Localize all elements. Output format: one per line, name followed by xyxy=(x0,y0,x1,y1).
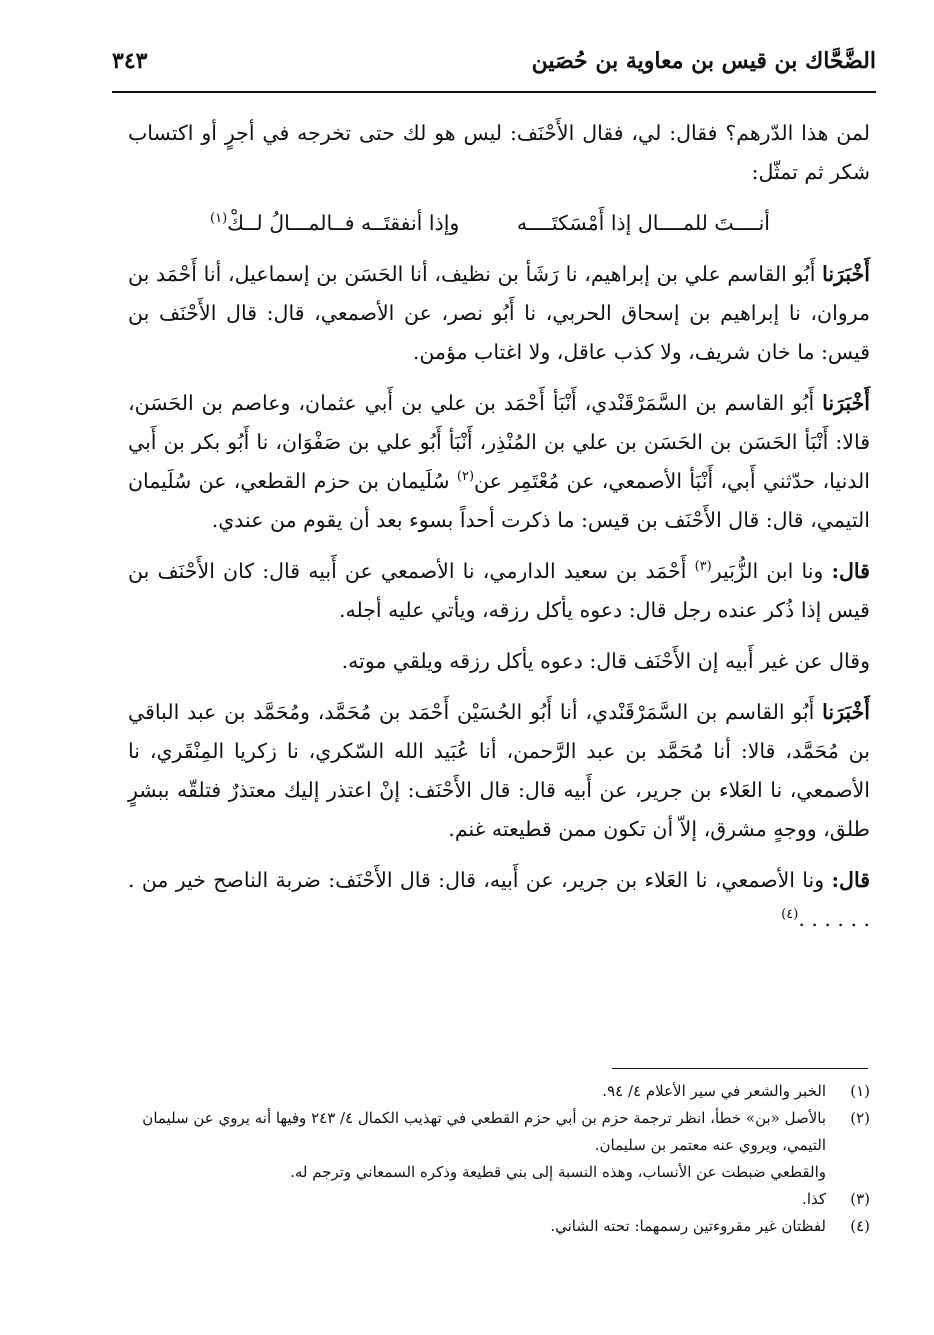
paragraph-lead: قال: xyxy=(831,868,870,892)
paragraph-1: لمن هذا الدّرهم؟ فقال: لي، فقال الأَحْنَف: ليس هو لك حتى تخرجه في أجرٍ أو اكتساب شكر ثم تمثّل: xyxy=(128,121,870,184)
running-title: الضَّحَّاك بن قيس بن معاوية بن حُصَين xyxy=(531,48,876,74)
footnote-ref-4[interactable]: (٤) xyxy=(781,907,799,923)
page-header xyxy=(112,44,876,88)
paragraph-5: وقال عن غير أَبيه إن الأَحْنَف قال: دعوه يأكل رزقه ويلقي موته. xyxy=(341,649,870,673)
footnote-text: الخبر والشعر في سير الأعلام ٤/ ٩٤. xyxy=(602,1082,826,1100)
paragraph-4: قال: ونا ابن الزُّبَير$^{(٣)}$ أَحْمَد بن سعيد الدارمي، نا الأصمعي عن أَبيه قال: كان الأَحْنَف بن قيس إذا ذُكر عنده رجل قال: دعوه يأكل رزقه، ويأتي عليه أجله. xyxy=(128,559,870,622)
header-rule xyxy=(112,91,876,93)
paragraph-lead: أَخْبَرَنا xyxy=(822,700,870,724)
footnote-rule xyxy=(612,1068,868,1069)
footnote-ref-1[interactable]: (١) xyxy=(210,211,228,227)
footnote-2 xyxy=(128,1105,870,1159)
poem-verse xyxy=(210,204,770,243)
paragraph-2: أَخْبَرَنا أَبُو القاسم علي بن إبراهيم، نا رَشَأ بن نظيف، أنا الحَسَن بن إسماعيل، أنا أَحْمَد بن مروان، نا إبراهيم بن إسحاق الحربي، نا أَبُو نصر، عن الأصمعي، قال: قال الأَحْنَف بن قيس: ما خان شريف، ولا كذب عاقل، ولا اغتاب مؤمن. xyxy=(128,262,870,364)
verse-second-hemistich: وإذا أنفقتَــه فــالمـــالُ لــكْ$^{(١)}$ xyxy=(210,211,460,235)
footnote-number: (٤) xyxy=(850,1217,870,1235)
footnote-number: (٢) xyxy=(850,1109,870,1127)
paragraph-6: أَخْبَرَنا أَبُو القاسم بن السَّمَرْقَنْدي، أنا أَبُو الحُسَيْن أَحْمَد بن مُحَمَّد، ومُحَمَّد بن عبد الباقي بن مُحَمَّد، قالا: أنا مُحَمَّد بن عبد الرَّحمن، أنا عُبَيد الله السّكري، نا زكريا المِنْقَري، نا الأصمعي، نا العَلاء بن جرير، عن أَبيه قال: قال الأَحْنَف: إنْ اعتذر إليك معتذرٌ فتلقّه ببشرٍ طلق، ووجهٍ مشرق، إلاّ أن تكون ممن قطيعته غنم. xyxy=(128,700,870,841)
footnote-text: لفظتان غير مقروءتين رسمهما: تحته الشاني. xyxy=(550,1217,826,1235)
page-number: ٣٤٣ xyxy=(112,48,148,74)
footnote-ref-3[interactable]: (٣) xyxy=(694,559,712,575)
paragraph-7: قال: ونا الأصمعي، نا العَلاء بن جرير، عن أَبيه، قال: قال الأَحْنَف: ضربة الناصح خير من . . . . . . .$^{(٤)}$ xyxy=(128,868,870,931)
footnote-1 xyxy=(128,1078,870,1105)
paragraph-lead: أَخْبَرَنا xyxy=(822,391,870,415)
footnotes xyxy=(128,1078,870,1240)
footnote-4 xyxy=(128,1213,870,1240)
footnote-number: (١) xyxy=(850,1082,870,1100)
main-text xyxy=(128,114,870,951)
verse-first-hemistich: أنــــتَ للمــــال إذا أَمْسَكتَــــه xyxy=(516,211,770,235)
paragraph-lead: أَخْبَرَنا xyxy=(822,262,870,286)
footnote-text: بالأصل «بن» خطأ، انظر ترجمة حزم بن أبي حزم القطعي في تهذيب الكمال ٤/ ٢٤٣ وفيها أنه يروي عن سليمان التيمي، ويروي عنه معتمر بن سليمان. xyxy=(142,1109,826,1154)
footnote-3 xyxy=(128,1186,870,1213)
footnote-text: كذا. xyxy=(802,1190,826,1208)
paragraph-lead: قال: xyxy=(831,559,870,583)
footnote-ref-2[interactable]: (٢) xyxy=(456,469,475,485)
footnote-2-continuation: والقطعي ضبطت عن الأنساب، وهذه النسبة إلى بني قطيعة وذكره السمعاني وترجم له. xyxy=(290,1163,826,1181)
footnote-number: (٣) xyxy=(850,1190,870,1208)
paragraph-3: أَخْبَرَنا أَبُو القاسم بن السَّمَرْقَنْدي، أَنْبَأ أَحْمَد بن علي بن أَبي عثمان، وعاصم بن الحَسَن، قالا: أَنْبَأ الحَسَن بن الحَسَن بن علي بن المُنْذِر، أَنْبَأ أَبُو علي بن صَفْوَان، نا أَبُو بكر بن أَبي الدنيا، حدّثني أَبي، أَنْبَأ الأصمعي، عن مُعْتَمِر عن$^{(٢)}$ سُلَيمان بن حزم القطعي، عن سُلَيمان التيمي، قال: قال الأَحْنَف بن قيس: ما ذكرت أحداً بسوء بعد أن يقوم من عندي. xyxy=(128,391,870,532)
